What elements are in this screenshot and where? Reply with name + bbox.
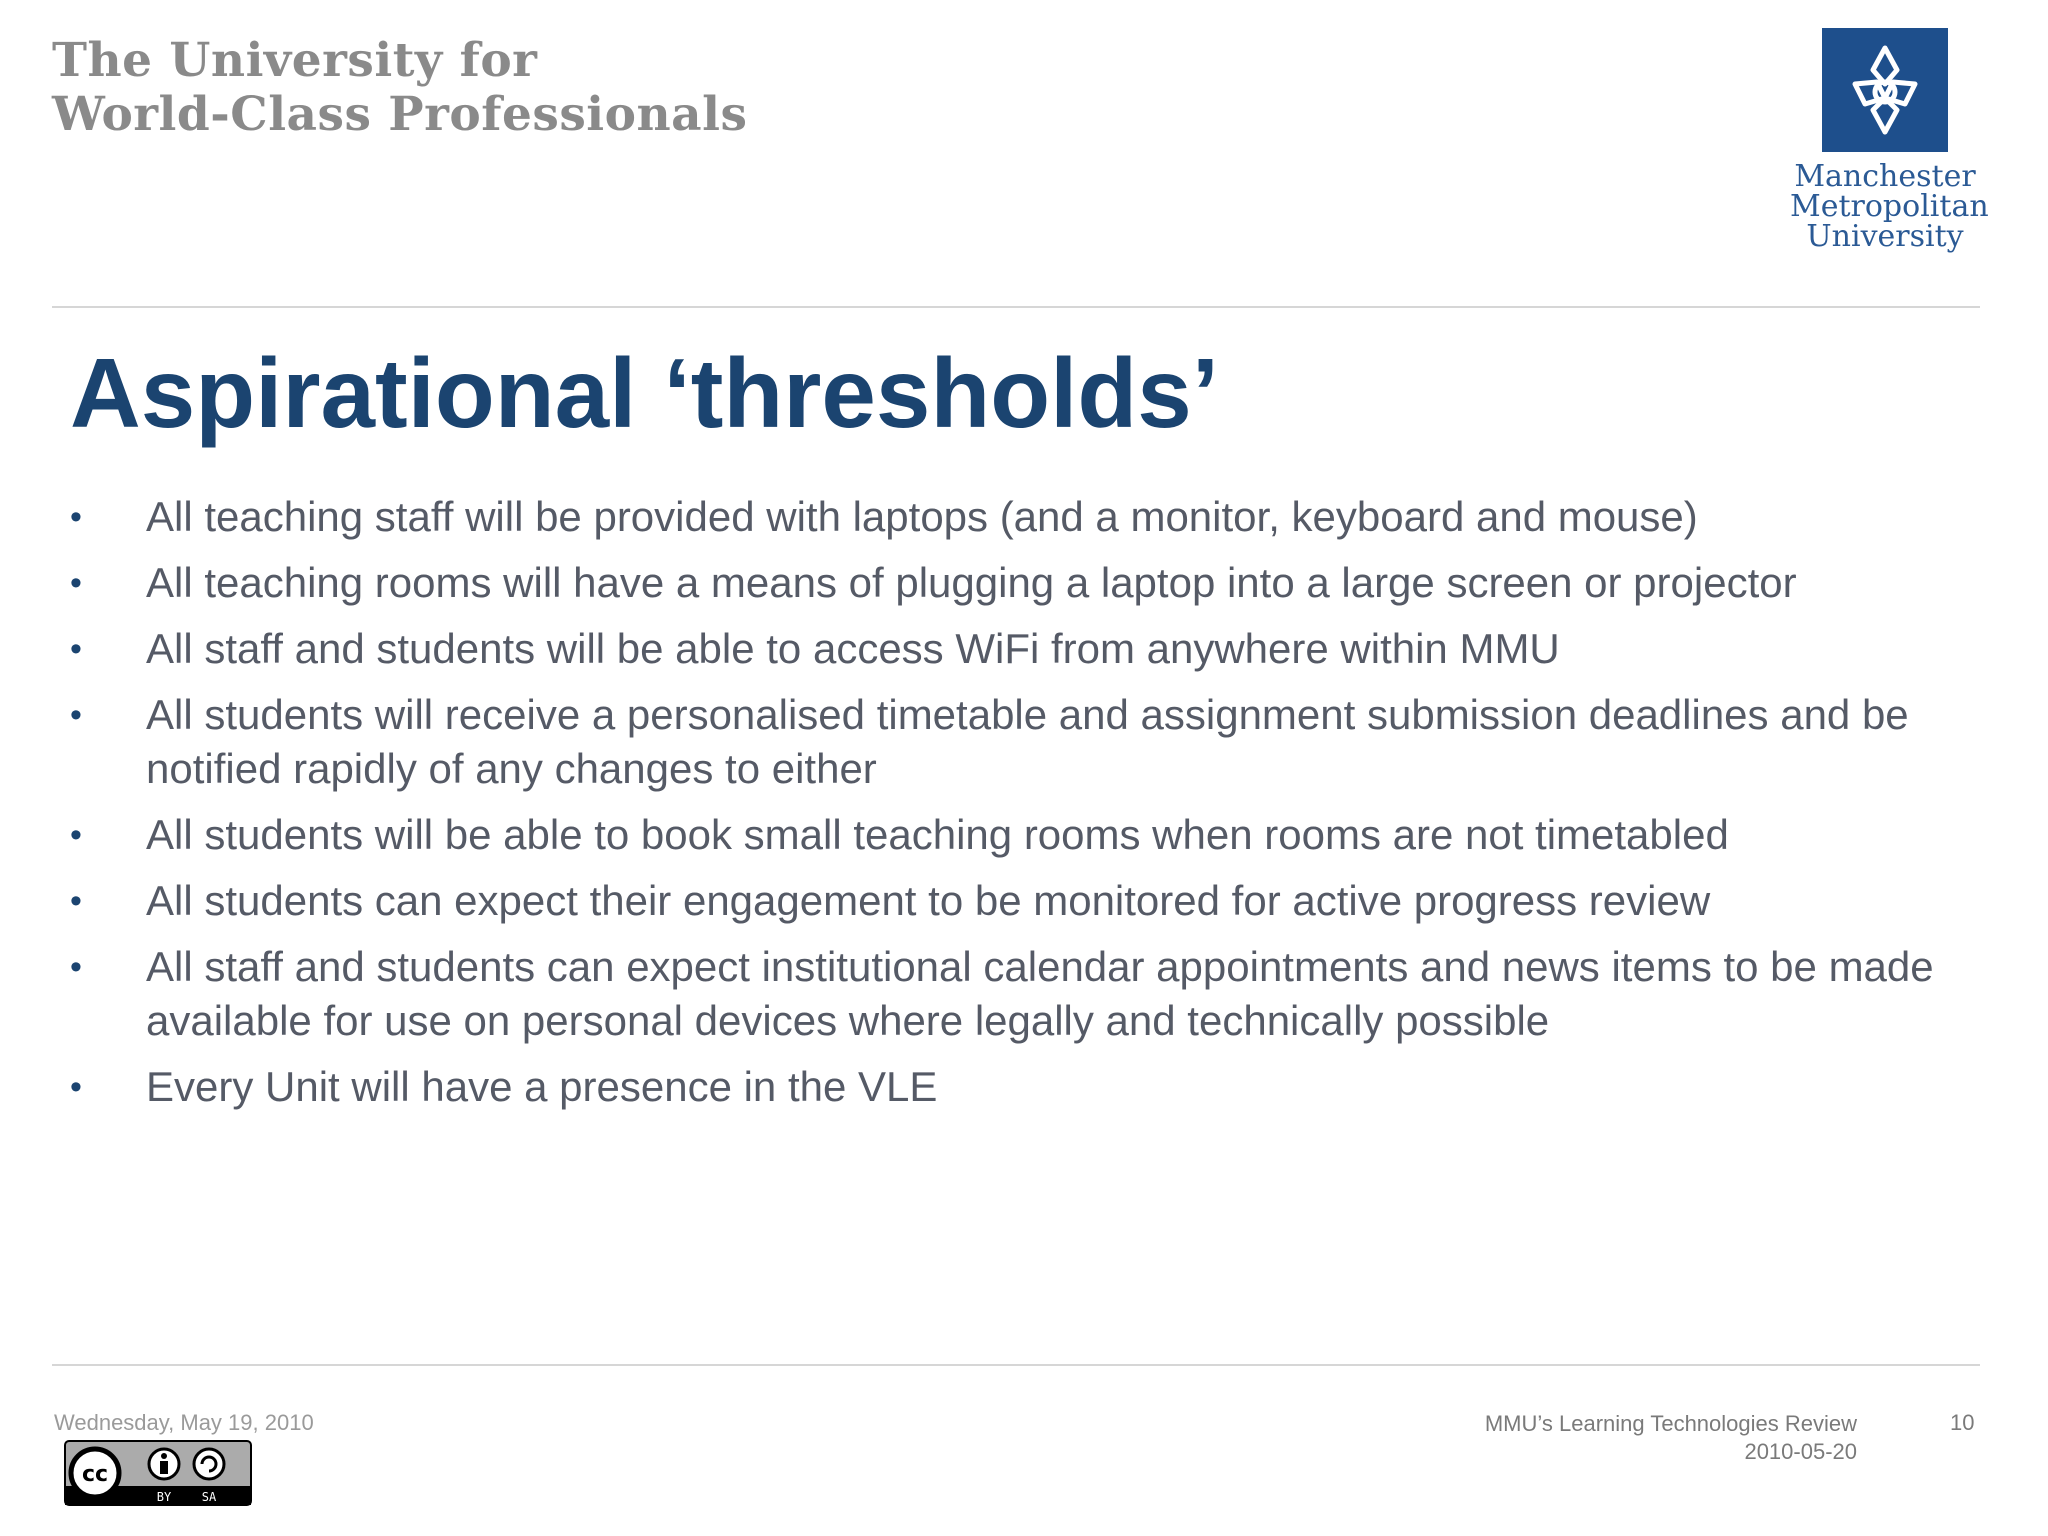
logo-line-3: University (1806, 219, 1964, 254)
slide-title: Aspirational ‘thresholds’ (70, 338, 1219, 448)
bullet-icon: • (70, 882, 82, 920)
bullet-item (70, 490, 1980, 544)
sa-label: SA (201, 1490, 217, 1504)
bullet-text: Every Unit will have a presence in the VLE (146, 1063, 938, 1110)
cc-by-sa-icon (64, 1440, 252, 1506)
page-number: 10 (1950, 1410, 1975, 1435)
by-label: BY (156, 1490, 172, 1504)
bullet-item (70, 808, 1980, 862)
bullet-icon: • (70, 1068, 82, 1106)
bullet-text: All students can expect their engagement to be monitored for active progress review (146, 877, 1711, 924)
bullet-list (70, 490, 1980, 1126)
bullet-text: All teaching staff will be provided with laptops (and a monitor, keyboard and mouse) (146, 493, 1698, 540)
bullet-text: All staff and students can expect institutional calendar appointments and news items to be made available for use on personal devices where legally and technically possible (146, 943, 1934, 1044)
bullet-item (70, 874, 1980, 928)
bullet-item (70, 622, 1980, 676)
cc-label: cc (81, 1462, 109, 1487)
university-tagline (52, 34, 747, 142)
presentation-date: 2010-05-20 (1744, 1439, 1857, 1464)
bullet-item (70, 1060, 1980, 1114)
bullet-text: All staff and students will be able to access WiFi from anywhere within MMU (146, 625, 1560, 672)
bullet-icon: • (70, 630, 82, 668)
bullet-text: All teaching rooms will have a means of plugging a laptop into a large screen or projector (146, 559, 1797, 606)
bullet-icon: • (70, 498, 82, 536)
bullet-icon: • (70, 948, 82, 986)
header-divider (52, 306, 1980, 308)
bullet-item (70, 688, 1980, 796)
footer-presentation-info (1400, 1410, 1857, 1466)
footer-date: Wednesday, May 19, 2010 (54, 1410, 314, 1435)
footer-divider (52, 1364, 1980, 1366)
presentation-title: MMU’s Learning Technologies Review (1484, 1411, 1857, 1436)
bullet-text: All students will receive a personalised timetable and assignment submission deadlines and be notified rapidly of any changes to either (146, 691, 1909, 792)
bullet-icon: • (70, 696, 82, 734)
bullet-icon: • (70, 816, 82, 854)
logo-wordmark (1790, 159, 1989, 254)
university-logo (1790, 28, 1989, 254)
tagline-line-1: The University for (52, 33, 538, 88)
mmu-logo-icon (1822, 28, 1948, 152)
bullet-icon: • (70, 564, 82, 602)
bullet-item (70, 940, 1980, 1048)
logo-line-2: Metropolitan (1790, 189, 1989, 224)
bullet-item (70, 556, 1980, 610)
tagline-line-2: World-Class Professionals (52, 87, 748, 142)
logo-line-1: Manchester (1794, 159, 1976, 194)
bullet-text: All students will be able to book small teaching rooms when rooms are not timetabled (146, 811, 1729, 858)
